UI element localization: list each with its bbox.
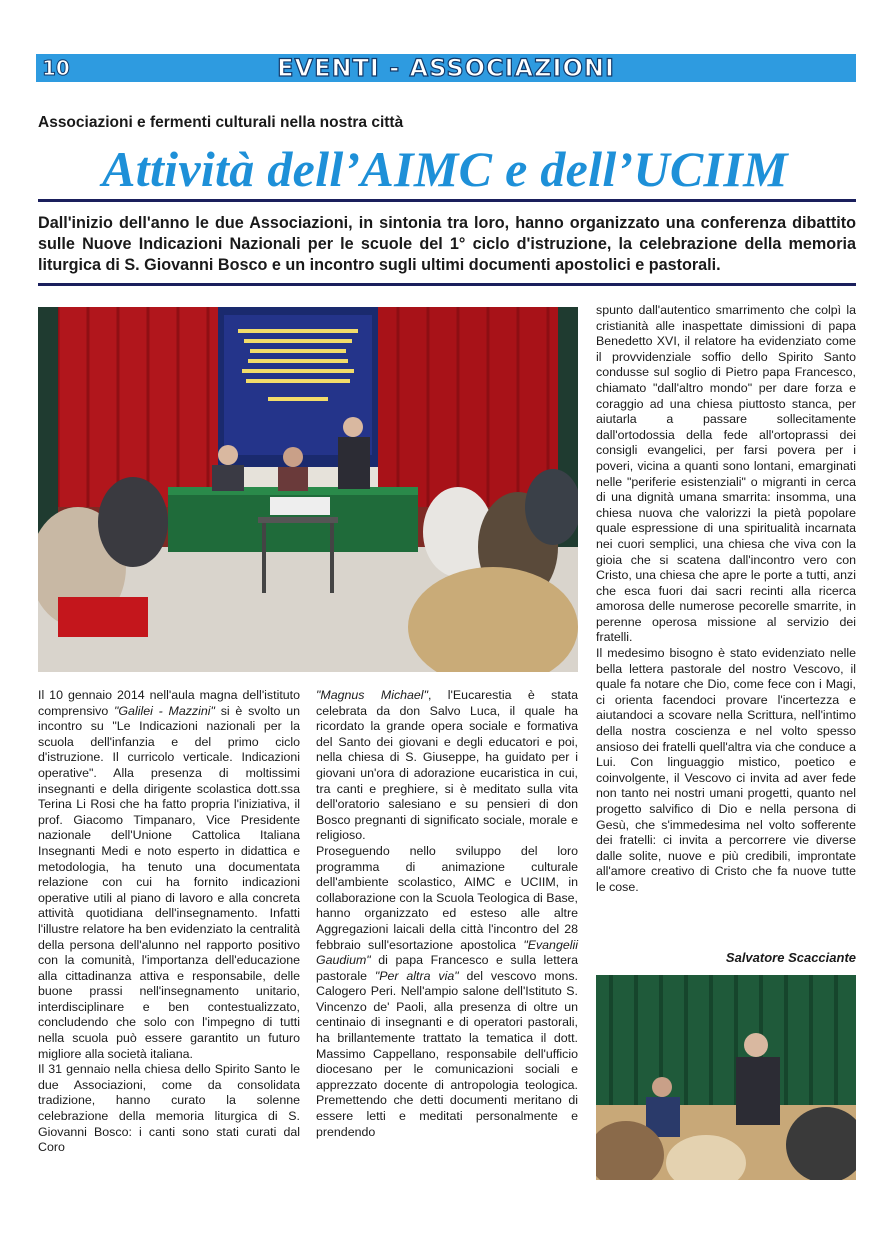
conference-photo-illustration bbox=[38, 307, 578, 672]
text-run: Il 10 gennaio 2014 nell'aula magna dell'istituto comprensivo bbox=[38, 688, 300, 718]
paragraph bbox=[316, 688, 578, 844]
article-lead: Dall'inizio dell'anno le due Associazioni, in sintonia tra loro, hanno organizzato una conferenza dibattito sulle Nuove Indicazioni Nazionali per le scuole del 1° ciclo d'istruzione, la celebrazione della memoria liturgica di S. Giovanni Bosco e un incontro sugli ultimi documenti apostolici e pastorali. bbox=[38, 214, 856, 274]
paragraph bbox=[38, 1062, 300, 1156]
paragraph bbox=[38, 688, 300, 1062]
article-title: Attività dell’AIMC e dell’UCIIM bbox=[102, 141, 788, 197]
article-column-1 bbox=[38, 688, 300, 1156]
article-kicker: Associazioni e fermenti culturali nella nostra città bbox=[38, 114, 404, 131]
text-run: Proseguendo nello sviluppo del loro programma di animazione culturale dell'ambiente scolastico, AIMC e UCIIM, in collaborazione con la Scuola Teologica di Base, hanno organizzato ed esteso alle altre Aggregazioni laicali della città l'incontro del 28 febbraio sull'esortazione apostolica bbox=[316, 843, 578, 952]
document-title: "Evangelii Gaudium" bbox=[316, 937, 578, 968]
article-column-2 bbox=[316, 688, 578, 1140]
paragraph: spunto dall'autentico smarrimento che colpì la cristianità alle inaspettate dimissioni di papa Benedetto XVI, il relatore ha evidenziato come il provvidenziale soffio dello Spirito Santo condusse sul soglio di Pietro papa Francesco, chiamato "dall'altro mondo" per dare forza e coraggio ad una chiesa piuttosto stanca, per aiutarla a passare sollecitamente dall'ortodossia della fede all'ortoprassi dei consigli evangelici, per farsi povera per i poveri, vicina a quanti sono lontani, emarginati nelle "periferie esistenziali" o migranti in cerca di una dignità umana smarrita: insomma, una chiesa nuova che valorizzi la pietà popolare quale espressione di una spiritualità incarnata nei cuori semplici, una chiesa che viva con la gioia che si scatena dall'incontro vero con Cristo, una chiesa che apre le porte a tutti, anzi che esca fuori dai sacri recinti alla ricerca amorosa delle numerose pecorelle smarrite, in perenne operosa missione al servizio dei fratelli. bbox=[596, 303, 856, 645]
conference-photo bbox=[38, 307, 578, 672]
choir-name: "Magnus Michael" bbox=[316, 688, 428, 702]
text-run: di papa Francesco e sulla lettera pastorale bbox=[316, 953, 578, 983]
text-run: del vescovo mons. Calogero Peri. Nell'ampio salone dell'Istituto S. Vincenzo de' Paoli, alla presenza di oltre un centinaio di insegnanti e di operatori pastorali, ha brillantemente trattato la tematica il dott. Massimo Cappellano, responsabile dell'ufficio diocesano per le comunicazioni sociali e apprezzato docente di antropologia teologica. Premettendo che detti documenti meritano di essere letti e meditati personalmente e prendendo bbox=[316, 968, 578, 1139]
lead-divider bbox=[38, 283, 856, 286]
title-divider bbox=[38, 199, 856, 202]
text-run: , l'Eucarestia è stata celebrata da don Salvo Luca, il quale ha ricordato la grande opera sociale e formativa del Santo dei giovani e degli educatori e poi, nella chiesa di S. Giuseppe, ha guidato per i giovani un'ora di adorazione eucaristica in cui, tra canti e preghiere, si è meditato sulla vita dell'oratorio salesiano e su pensieri di don Bosco pregnanti di significato sociale, morale e religioso. bbox=[316, 688, 578, 843]
section-header-bar bbox=[36, 54, 856, 82]
paragraph bbox=[316, 844, 578, 1140]
paragraph: Il medesimo bisogno è stato evidenziato nelle bella lettera pastorale del nostro Vescovo, il quale fa notare che Dio, come fece con i Magi, ci orienta facendoci provare l'incertezza e aiutandoci a scovare nella Scrittura, nell'intimo della nostra coscienza e nel volto spesso ansioso dei fratelli quell'altra via che conduce a Lui. Con linguaggio mistico, poetico e coinvolgente, il Vescovo ci invita ad aver fede non tanto nei nostri umani progetti, quanto nel progetto salvifico di Dio e nella persona di Gesù, che s'immedesima nel volto sofferente dei fratelli: ci invita a percorrere vie diverse dalle solite, nuove e più credibili, improntate all'amore creativo di Cristo che fa nuove tutte le cose. bbox=[596, 646, 856, 894]
page-number: 10 bbox=[42, 56, 70, 80]
speaker-photo bbox=[596, 975, 856, 1180]
author-byline: Salvatore Scacciante bbox=[725, 950, 856, 965]
text-run: Il 31 gennaio nella chiesa dello Spirito Santo le due Associazioni, come da consolidata tradizione, hanno curato la solenne celebrazione della memoria liturgica di S. Giovanni Bosco: i canti sono stati curati dal Coro bbox=[38, 1062, 300, 1155]
speaker-photo-illustration bbox=[596, 975, 856, 1180]
text-run: si è svolto un incontro su "Le Indicazioni nazionali per la scuola dell'infanzia e del primo ciclo d'istruzione. Il curricolo verticale. Indicazioni operative". Alla presenza di moltissimi insegnanti e della dirigente scolastica dott.ssa Terina Li Rosi che ha fatto propria l'iniziativa, il prof. Giacomo Timpanaro, Vice Presidente nazionale dell'Unione Cattolica Italiana Insegnanti Medi e noto esperto in didattica e metodologia, ha tenuto una documentata relazione con cui ha fornito indicazioni operative utili al piano di lavoro e alla concreta attività quotidiana dell'insegnamento. Infatti l'illustre relatore ha ben evidenziato la centralità della persona dell'alunno nel rapporto positivo con la comunità, l'importanza dell'educazione alla cittadinanza attiva e responsabile, delle buone prassi nell'insegnamento unitario, interdisciplinare e ben contestualizzato, concludendo che solo con l'impegno di tutti nella scuola può essere garantito un futuro migliore alla società italiana. bbox=[38, 703, 300, 1061]
document-title: "Per altra via" bbox=[374, 968, 459, 983]
school-name: "Galilei - Mazzini" bbox=[114, 703, 215, 718]
article-column-3 bbox=[596, 303, 856, 896]
section-title: EVENTI - ASSOCIAZIONI bbox=[277, 54, 615, 82]
